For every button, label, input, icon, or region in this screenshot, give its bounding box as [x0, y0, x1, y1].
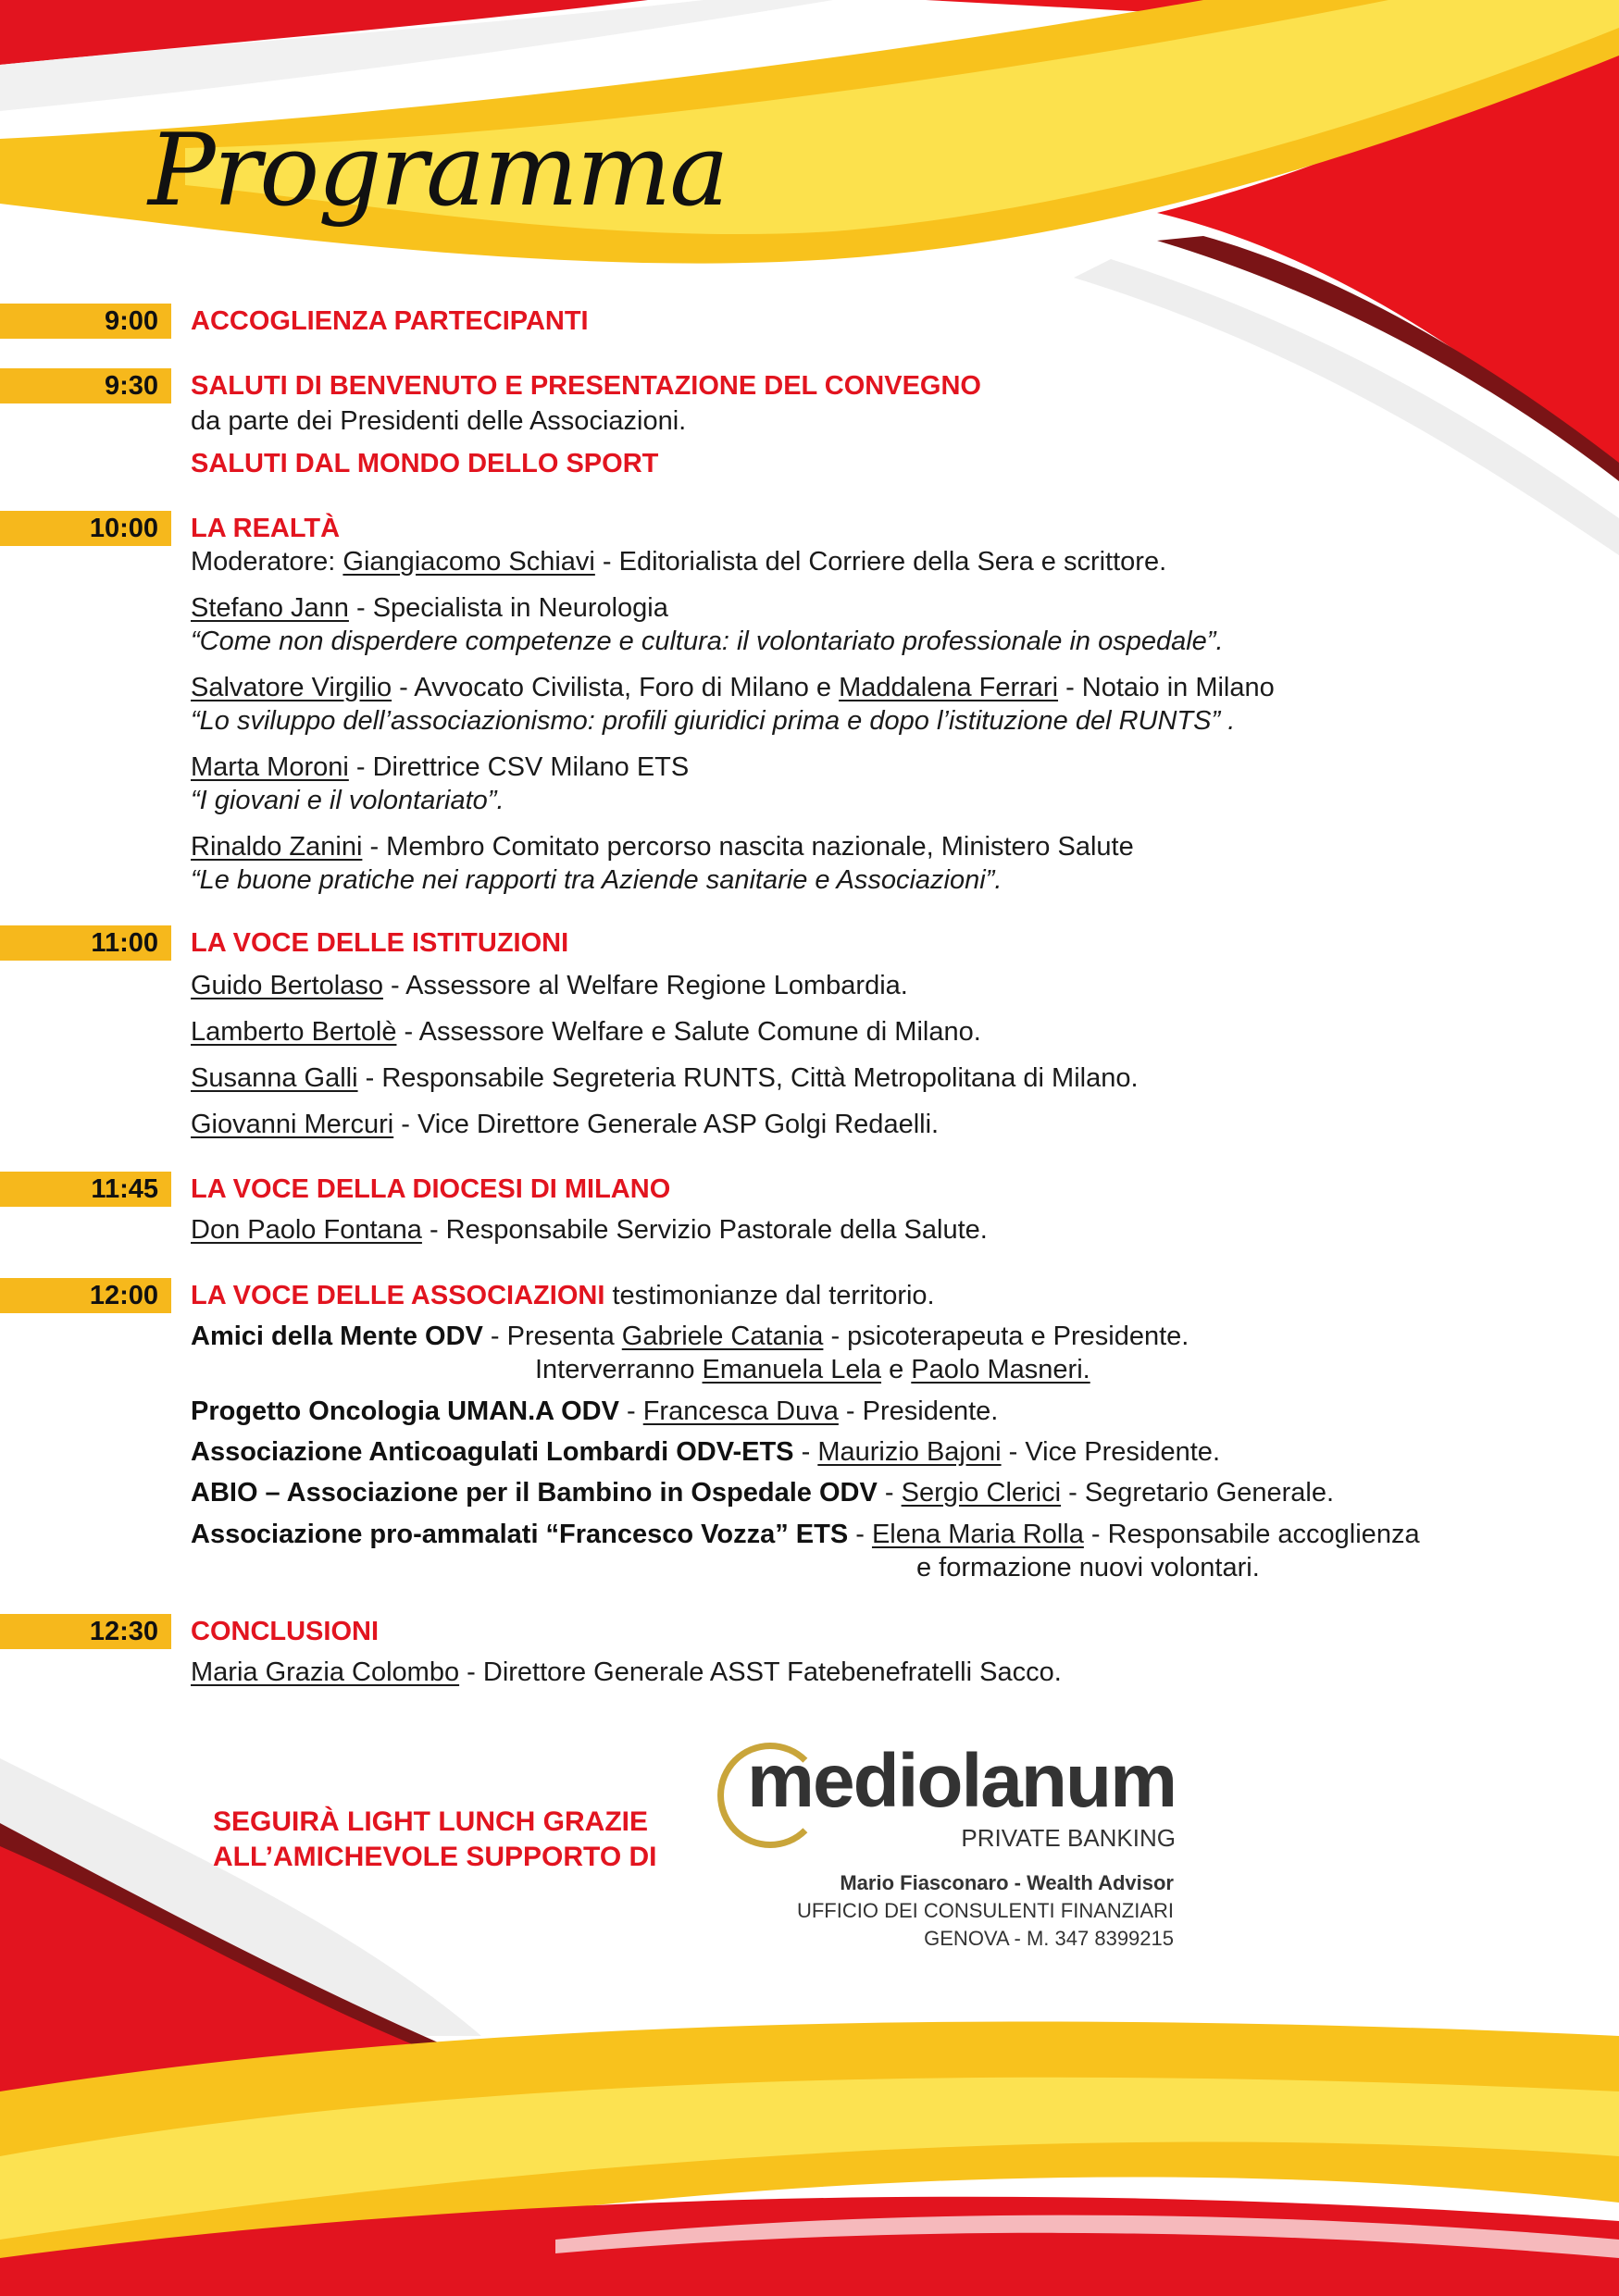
section-heading: LA REALTÀ: [191, 514, 341, 543]
speaker-name: Don Paolo Fontana: [191, 1215, 422, 1245]
section-heading-line: [191, 1616, 379, 1647]
time-label: 11:00: [91, 928, 158, 958]
program-line: [191, 626, 1224, 657]
time-label: 12:00: [89, 1281, 158, 1310]
organization-name: Associazione pro-ammalati “Francesco Vozza” ETS: [191, 1520, 849, 1549]
speaker-name: Gabriele Catania: [621, 1322, 824, 1351]
description-text: - Assessore Welfare e Salute Comune di Milano.: [396, 1017, 981, 1047]
program-line: [535, 1354, 1090, 1385]
description-text: - Responsabile Segreteria RUNTS, Città Metropolitana di Milano.: [357, 1063, 1139, 1093]
description-text: - Vice Direttore Generale ASP Golgi Redaelli.: [393, 1110, 940, 1139]
program-line: [191, 592, 668, 624]
description-text: e: [881, 1355, 912, 1384]
talk-title: “Lo sviluppo dell’associazionismo: profili giuridici prima e dopo l’istituzione del RUNTS” .: [191, 706, 1236, 736]
organization-name: Associazione Anticoagulati Lombardi ODV-ETS: [191, 1437, 794, 1467]
description-text: - Presidente.: [838, 1396, 999, 1426]
contact-office: UFFICIO DEI CONSULENTI FINANZIARI: [796, 1899, 1174, 1922]
contact-location-phone: GENOVA - M. 347 8399215: [924, 1927, 1174, 1950]
light-lunch-note: [213, 1805, 657, 1875]
speaker-name: Maddalena Ferrari: [839, 673, 1059, 702]
section-heading: LA VOCE DELLA DIOCESI DI MILANO: [191, 1174, 671, 1204]
time-bar: [0, 1278, 171, 1313]
description-text: -: [618, 1396, 643, 1426]
description-text: - Direttrice CSV Milano ETS: [348, 752, 690, 782]
time-label: 10:00: [89, 514, 158, 543]
speaker-name: Paolo Masneri.: [911, 1355, 1090, 1384]
organization-name: Progetto Oncologia UMAN.A ODV: [191, 1396, 619, 1426]
section-heading: CONCLUSIONI: [191, 1617, 379, 1646]
description-text: da parte dei Presidenti delle Associazioni.: [191, 406, 687, 436]
speaker-name: Salvatore Virgilio: [191, 673, 392, 702]
contact-name: Mario Fiasconaro - Wealth Advisor: [840, 1871, 1174, 1894]
speaker-name: Guido Bertolaso: [191, 971, 383, 1000]
program-line: [191, 546, 1166, 577]
description-text: - Editorialista del Corriere della Sera e scrittore.: [594, 547, 1167, 577]
talk-title: “I giovani e il volontariato”.: [191, 786, 504, 815]
program-line: [191, 705, 1235, 737]
section-heading-line: [191, 370, 981, 402]
description-text: - Specialista in Neurologia: [348, 593, 668, 623]
section-heading-line: [191, 305, 589, 337]
time-label: 9:00: [104, 306, 158, 336]
program-line: [191, 1321, 1189, 1352]
description-text: -: [877, 1478, 902, 1508]
speaker-name: Maria Grazia Colombo: [191, 1657, 460, 1687]
description-text: - Presenta: [482, 1322, 622, 1351]
time-bar: [0, 1172, 171, 1207]
speaker-name: Giangiacomo Schiavi: [342, 547, 595, 577]
section-heading-line: [191, 513, 340, 544]
speaker-name: Sergio Clerici: [901, 1478, 1062, 1508]
speaker-name: Stefano Jann: [191, 593, 349, 623]
description-text: - Responsabile Servizio Pastorale della Salute.: [421, 1215, 988, 1245]
description-text: - Segretario Generale.: [1061, 1478, 1335, 1508]
lunch-line-1: SEGUIRÀ LIGHT LUNCH GRAZIE: [213, 1806, 648, 1837]
sponsor-contact: [797, 1869, 1174, 1953]
section-heading: LA VOCE DELLE ISTITUZIONI: [191, 928, 569, 958]
organization-name: ABIO – Associazione per il Bambino in Ospedale ODV: [191, 1478, 878, 1508]
description-text: - psicoterapeuta e Presidente.: [823, 1322, 1189, 1351]
program-line: [191, 751, 689, 783]
section-heading: SALUTI DI BENVENUTO E PRESENTAZIONE DEL CONVEGNO: [191, 371, 981, 401]
description-text: - Notaio in Milano: [1058, 673, 1275, 702]
description-text: e formazione nuovi volontari.: [916, 1553, 1260, 1582]
program-line: [191, 970, 908, 1001]
section-heading: SALUTI DAL MONDO DELLO SPORT: [191, 449, 659, 478]
description-text: - Membro Comitato percorso nascita nazionale, Ministero Salute: [362, 832, 1134, 862]
sponsor-subtitle: PRIVATE BANKING: [961, 1824, 1176, 1852]
section-heading-line: [191, 927, 568, 959]
talk-title: “Come non disperdere competenze e cultura: il volontariato professionale in ospedale”.: [191, 627, 1224, 656]
section-heading-line: [191, 1280, 935, 1311]
speaker-name: Maurizio Bajoni: [817, 1437, 1002, 1467]
section-heading: ACCOGLIENZA PARTECIPANTI: [191, 306, 589, 336]
time-label: 12:30: [89, 1617, 158, 1646]
description-text: -: [793, 1437, 818, 1467]
speaker-name: Susanna Galli: [191, 1063, 358, 1093]
time-label: 9:30: [104, 371, 158, 401]
description-text: - Avvocato Civilista, Foro di Milano e: [392, 673, 840, 702]
description-text: - Responsabile accoglienza: [1083, 1520, 1420, 1549]
speaker-name: Marta Moroni: [191, 752, 349, 782]
program-line: [191, 448, 658, 479]
program-line: [191, 1016, 981, 1048]
speaker-name: Lamberto Bertolè: [191, 1017, 397, 1047]
lunch-line-2: ALL’AMICHEVOLE SUPPORTO DI: [213, 1842, 657, 1872]
description-text: - Vice Presidente.: [1001, 1437, 1220, 1467]
talk-title: “Le buone pratiche nei rapporti tra Aziende sanitarie e Associazioni”.: [191, 865, 1003, 895]
time-label: 11:45: [91, 1174, 158, 1204]
page-title: Programma: [148, 113, 728, 229]
description-text: - Assessore al Welfare Regione Lombardia.: [382, 971, 908, 1000]
program-line: [916, 1552, 1260, 1583]
program-line: [191, 1396, 998, 1427]
speaker-name: Rinaldo Zanini: [191, 832, 363, 862]
speaker-name: Giovanni Mercuri: [191, 1110, 394, 1139]
speaker-name: Elena Maria Rolla: [871, 1520, 1084, 1549]
time-bar: [0, 925, 171, 961]
description-text: Moderatore:: [191, 547, 343, 577]
program-line: [191, 1477, 1334, 1508]
time-bar: [0, 368, 171, 403]
description-text: testimonianze dal territorio.: [604, 1281, 935, 1310]
description-text: -: [848, 1520, 872, 1549]
time-bar: [0, 304, 171, 339]
section-heading-line: [191, 1173, 670, 1205]
speaker-name: Francesca Duva: [642, 1396, 839, 1426]
program-line: [191, 1519, 1420, 1550]
description-text: Interverranno: [535, 1355, 703, 1384]
program-line: [191, 405, 686, 437]
sponsor-logo: [713, 1735, 1176, 1860]
program-line: [191, 1657, 1062, 1688]
program-line: [191, 831, 1134, 863]
program-line: [191, 1109, 939, 1140]
time-bar: [0, 511, 171, 546]
program-line: [191, 864, 1002, 896]
program-line: [191, 1062, 1139, 1094]
organization-name: Amici della Mente ODV: [191, 1322, 483, 1351]
sponsor-brand: mediolanum: [747, 1739, 1176, 1823]
section-heading: LA VOCE DELLE ASSOCIAZIONI: [191, 1281, 605, 1310]
speaker-name: Emanuela Lela: [702, 1355, 882, 1384]
program-line: [191, 672, 1275, 703]
time-bar: [0, 1614, 171, 1649]
program-line: [191, 1436, 1220, 1468]
program-line: [191, 785, 504, 816]
program-line: [191, 1214, 988, 1246]
description-text: - Direttore Generale ASST Fatebenefratelli Sacco.: [459, 1657, 1062, 1687]
